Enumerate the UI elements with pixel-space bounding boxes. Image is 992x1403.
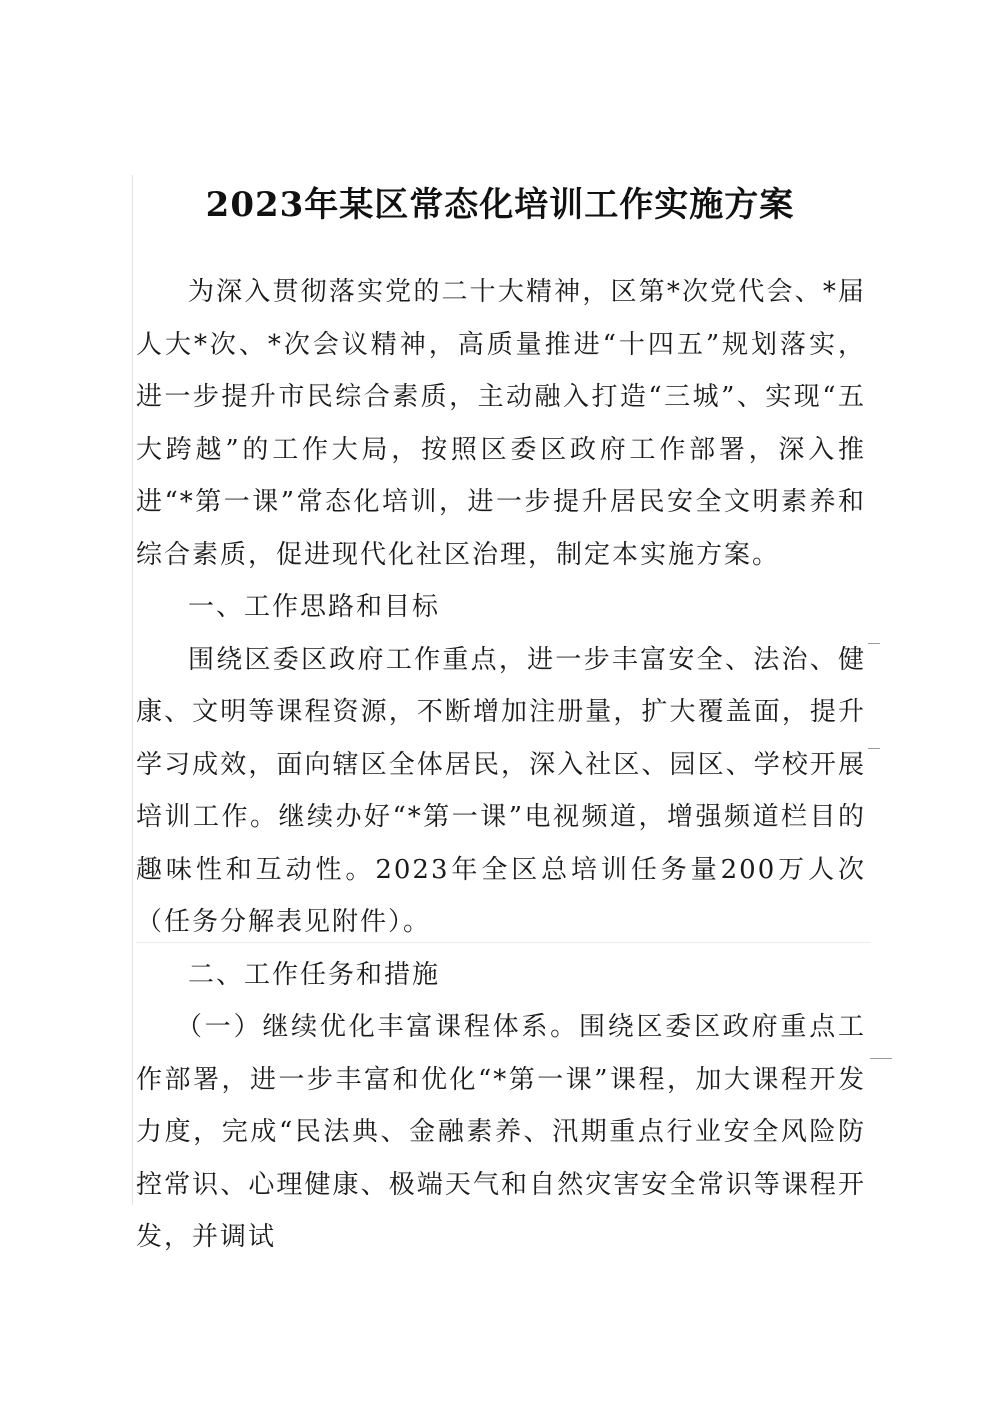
margin-mark xyxy=(870,1058,892,1059)
margin-mark xyxy=(868,748,880,749)
section-heading-2: 二、工作任务和措施 xyxy=(188,959,441,990)
margin-mark xyxy=(868,643,880,644)
intro-paragraph: 为深入贯彻落实党的二十大精神，区第*次党代会、*届人大*次、*次会议精神，高质量推进“十四五”规划落实，进一步提升市民综合素质，主动融入打造“三城”、实现“五大跨越”的工作大局，按照区委区政府工作部署，深入推进“*第一课”常态化培训，进一步提升居民安全文明素养和综合素质，促进现代化社区治理，制定本实施方案。 xyxy=(136,277,866,570)
left-margin-rule xyxy=(132,175,133,1205)
document-title: 2023年某区常态化培训工作实施方案 xyxy=(205,185,795,225)
section-2-item-1: （一）继续优化丰富课程体系。围绕区委区政府重点工作部署，进一步丰富和优化“*第一课”课程，加大课程开发力度，完成“民法典、金融素养、汛期重点行业安全风险防控常识、心理健康、极端天气和自然灾害安全常识等课程开发，并调试 xyxy=(136,1012,866,1252)
section-1-paragraph: 围绕区委区政府工作重点，进一步丰富安全、法治、健康、文明等课程资源，不断增加注册量，扩大覆盖面，提升学习成效，面向辖区全体居民，深入社区、园区、学校开展培训工作。继续办好“*第一课”电视频道，增强频道栏目的趣味性和互动性。2023年全区总培训任务量200万人次（任务分解表见附件）。 xyxy=(136,644,866,937)
separator-line xyxy=(136,942,871,943)
section-heading-1: 一、工作思路和目标 xyxy=(188,592,441,622)
document-body xyxy=(136,266,866,1264)
